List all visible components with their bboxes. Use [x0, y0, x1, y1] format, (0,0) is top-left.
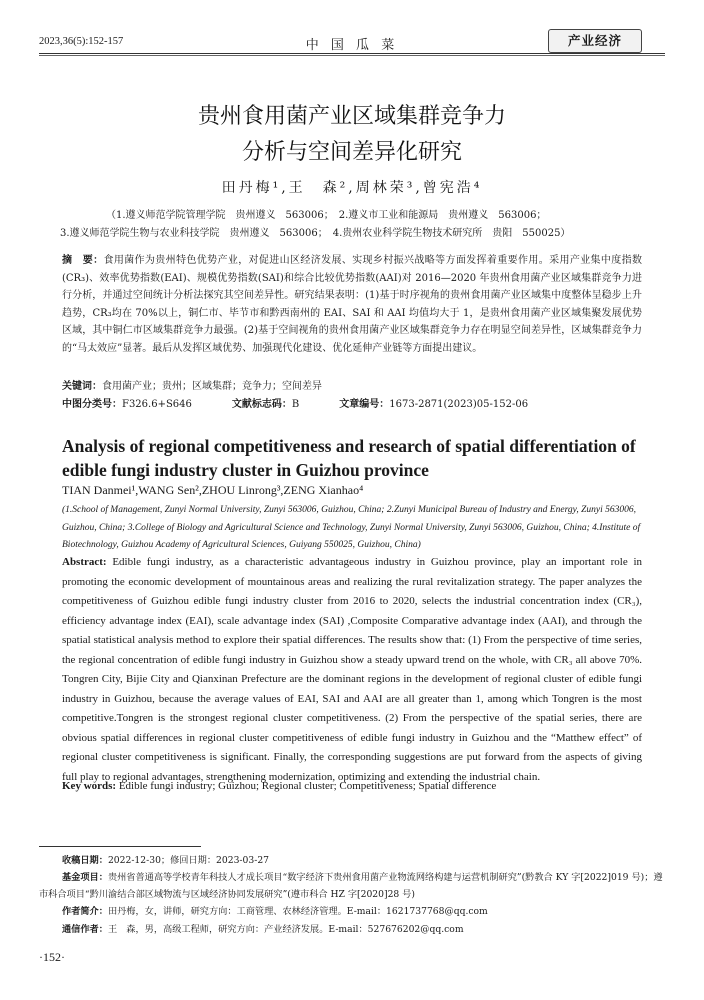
cn-keywords-label: 关键词：	[62, 381, 102, 392]
en-affiliation: (1.School of Management, Zunyi Normal University, Zunyi 563006, Guizhou, China; 2.Zunyi Municipal Bureau of Industry and Energy, Zunyi 563006, Guizhou, China; 3.College of Biology and Agricultural Science and Technology, Zunyi Normal University, Zunyi 563006, Guizhou, China; 4.Institute of Biotechnology, Guizhou Academy of Agricultural Sciences, Guiyang 550025, Guizhou, China)	[62, 505, 641, 550]
cn-title-line2: 分析与空间差异化研究	[241, 140, 462, 165]
clc-value: F326.6+S646	[122, 399, 192, 410]
footnote-author	[62, 903, 488, 920]
cn-keywords-text: 食用菌产业；贵州；区域集群；竞争力；空间差异	[102, 381, 322, 392]
fund-label: 基金项目：	[62, 872, 108, 883]
fund-value: 贵州省普通高等学校青年科技人才成长项目“数字经济下贵州食用菌产业物流网络构建与运营机制研究”(黔教合 KY 字[2022]019 号)；遵市科合项目“黔川渝结合部区域物流与区域经济协同发展研究”(遵市科合 HZ 字[2020]28 号)	[39, 872, 663, 900]
en-abstract-label: Abstract:	[62, 556, 107, 568]
citation-info: 2023,36(5):152-157	[39, 36, 124, 47]
journal-name: 中 国 瓜 菜	[305, 38, 399, 53]
footnote-corresponding	[62, 921, 464, 938]
en-abstract	[62, 553, 642, 787]
en-keywords	[62, 780, 496, 792]
cn-title-line1: 贵州食用菌产业区域集群竞争力	[197, 104, 506, 129]
en-abstract-text: Edible fungi industry, as a characteristic advantageous industry in Guizhou province, play an important role in promoting the economic development of mountainous areas and realizing the rural revitalization strategy. The paper analyzes the competitiveness of Guizhou edible fungi industry cluster from 2016 to 2020, selects the industrial concentration index (CR₃), efficiency advantage index (EAI), scale advantage index (SAI) ,Composite Comparative advantage index (AAI), and through the spatial statistical analysis method to explore their spatial differences. The results show that: (1) From the perspective of time series, the regional concentration of edible fungi industry in Guizhou show a steady upward trend on the whole, with CR₃ all above 70%. Tongren City, Bijie City and Qianxinan Prefecture are the dominant regions in the development of regional cluster of edible fungi industry in Guizhou, because the average values of EAI, SAI and AAI are all greater than 1, among which Tongren is the most competitive.Tongren is the strongest regional cluster competitiveness. (2) From the perspective of the spatial series, there are obvious spatial differences in regional cluster competitiveness of edible fungi industry in Guizhou and the “Matthew effect” of regional cluster competitiveness is significant. Finally, the corresponding suggestions are put forward from the aspects of giving full play to regional advantages, strengthening modernization, optimizing and extending the industrial chain.	[62, 556, 643, 783]
dates-label: 收稿日期：	[62, 855, 108, 866]
corr-value: 王 森，男，高级工程师，研究方向：产业经济发展。E-mail：527676202@qq.com	[107, 924, 464, 935]
dates-value: 2022-12-30；修回日期：2023-03-27	[107, 855, 270, 866]
doc-code-value: B	[291, 399, 300, 410]
cn-abstract	[62, 252, 642, 357]
doc-code-label: 文献标志码：	[231, 399, 292, 410]
cn-abstract-text: 食用菌作为贵州特色优势产业，对促进山区经济发展、实现乡村振兴战略等方面发挥着重要作用。采用产业集中度指数(CR₃)、效率优势指数(EAI)、规模优势指数(SAI)和综合比较优势指数(AAI)对 2016—2020 年贵州食用菌产业区域集群竞争力进行分析，并通过空间统计分析法探究其空间差异性。研究结果表明：(1)基于时序视角的贵州食用菌产业区域集中度整体呈稳步上升趋势，CR₃均在 70%以上，铜仁市、毕节市和黔西南州的 EAI、SAI 和 AAI 均值均大于 1，是贵州食用菌产业区域集聚发展优势区域，其中铜仁市区域集群竞争力最强。(2)基于空间视角的贵州食用菌产业区域集群竞争力存在明显空间差异性，区域集群竞争力的“马太效应”显著。最后从发挥区域优势、加强现代化建设、优化延伸产业链等方面提出建议。	[62, 255, 643, 354]
header-rule-thin	[39, 55, 665, 56]
en-authors: TIAN Danmei¹,WANG Sen²,ZHOU Linrong³,ZENG Xianhao⁴	[62, 483, 364, 497]
article-no-value: 1673-2871(2023)05-152-06	[389, 399, 529, 410]
cn-affiliation-line1: （1.遵义师范学院管理学院 贵州遵义 563006； 2.遵义市工业和能源局 贵州遵义 563006；	[106, 210, 547, 221]
article-no-label: 文章编号：	[339, 399, 390, 410]
cn-keywords	[62, 377, 322, 392]
author-bio-label: 作者简介：	[62, 906, 108, 917]
en-keywords-label: Key words:	[62, 780, 117, 792]
page-number: ·152·	[39, 950, 65, 964]
header-rule	[39, 53, 665, 54]
footnote-fund	[39, 869, 669, 903]
cn-authors: 田丹梅¹,王 森²,周林荣³,曾宪浩⁴	[221, 180, 483, 196]
en-keywords-text: Edible fungi industry; Guizhou; Regional cluster; Competitiveness; Spatial difference	[118, 780, 497, 792]
corr-label: 通信作者：	[62, 924, 108, 935]
footnote-rule	[39, 846, 201, 847]
cn-abstract-label: 摘 要：	[62, 255, 104, 266]
footnote-dates	[62, 852, 269, 869]
classification-line	[62, 395, 528, 410]
author-bio-value: 田丹梅，女，讲师，研究方向：工商管理、农林经济管理。E-mail：1621737768@qq.com	[107, 906, 488, 917]
en-title: Analysis of regional competitiveness and research of spatial differentiation of edible fungi industry cluster in Guizhou province	[62, 436, 636, 480]
clc-label: 中图分类号：	[62, 399, 122, 410]
section-badge: 产业经济	[548, 29, 642, 53]
cn-affiliation-line2: 3.遵义师范学院生物与农业科技学院 贵州遵义 563006； 4.贵州农业科学院生物技术研究所 贵阳 550025）	[60, 228, 571, 239]
